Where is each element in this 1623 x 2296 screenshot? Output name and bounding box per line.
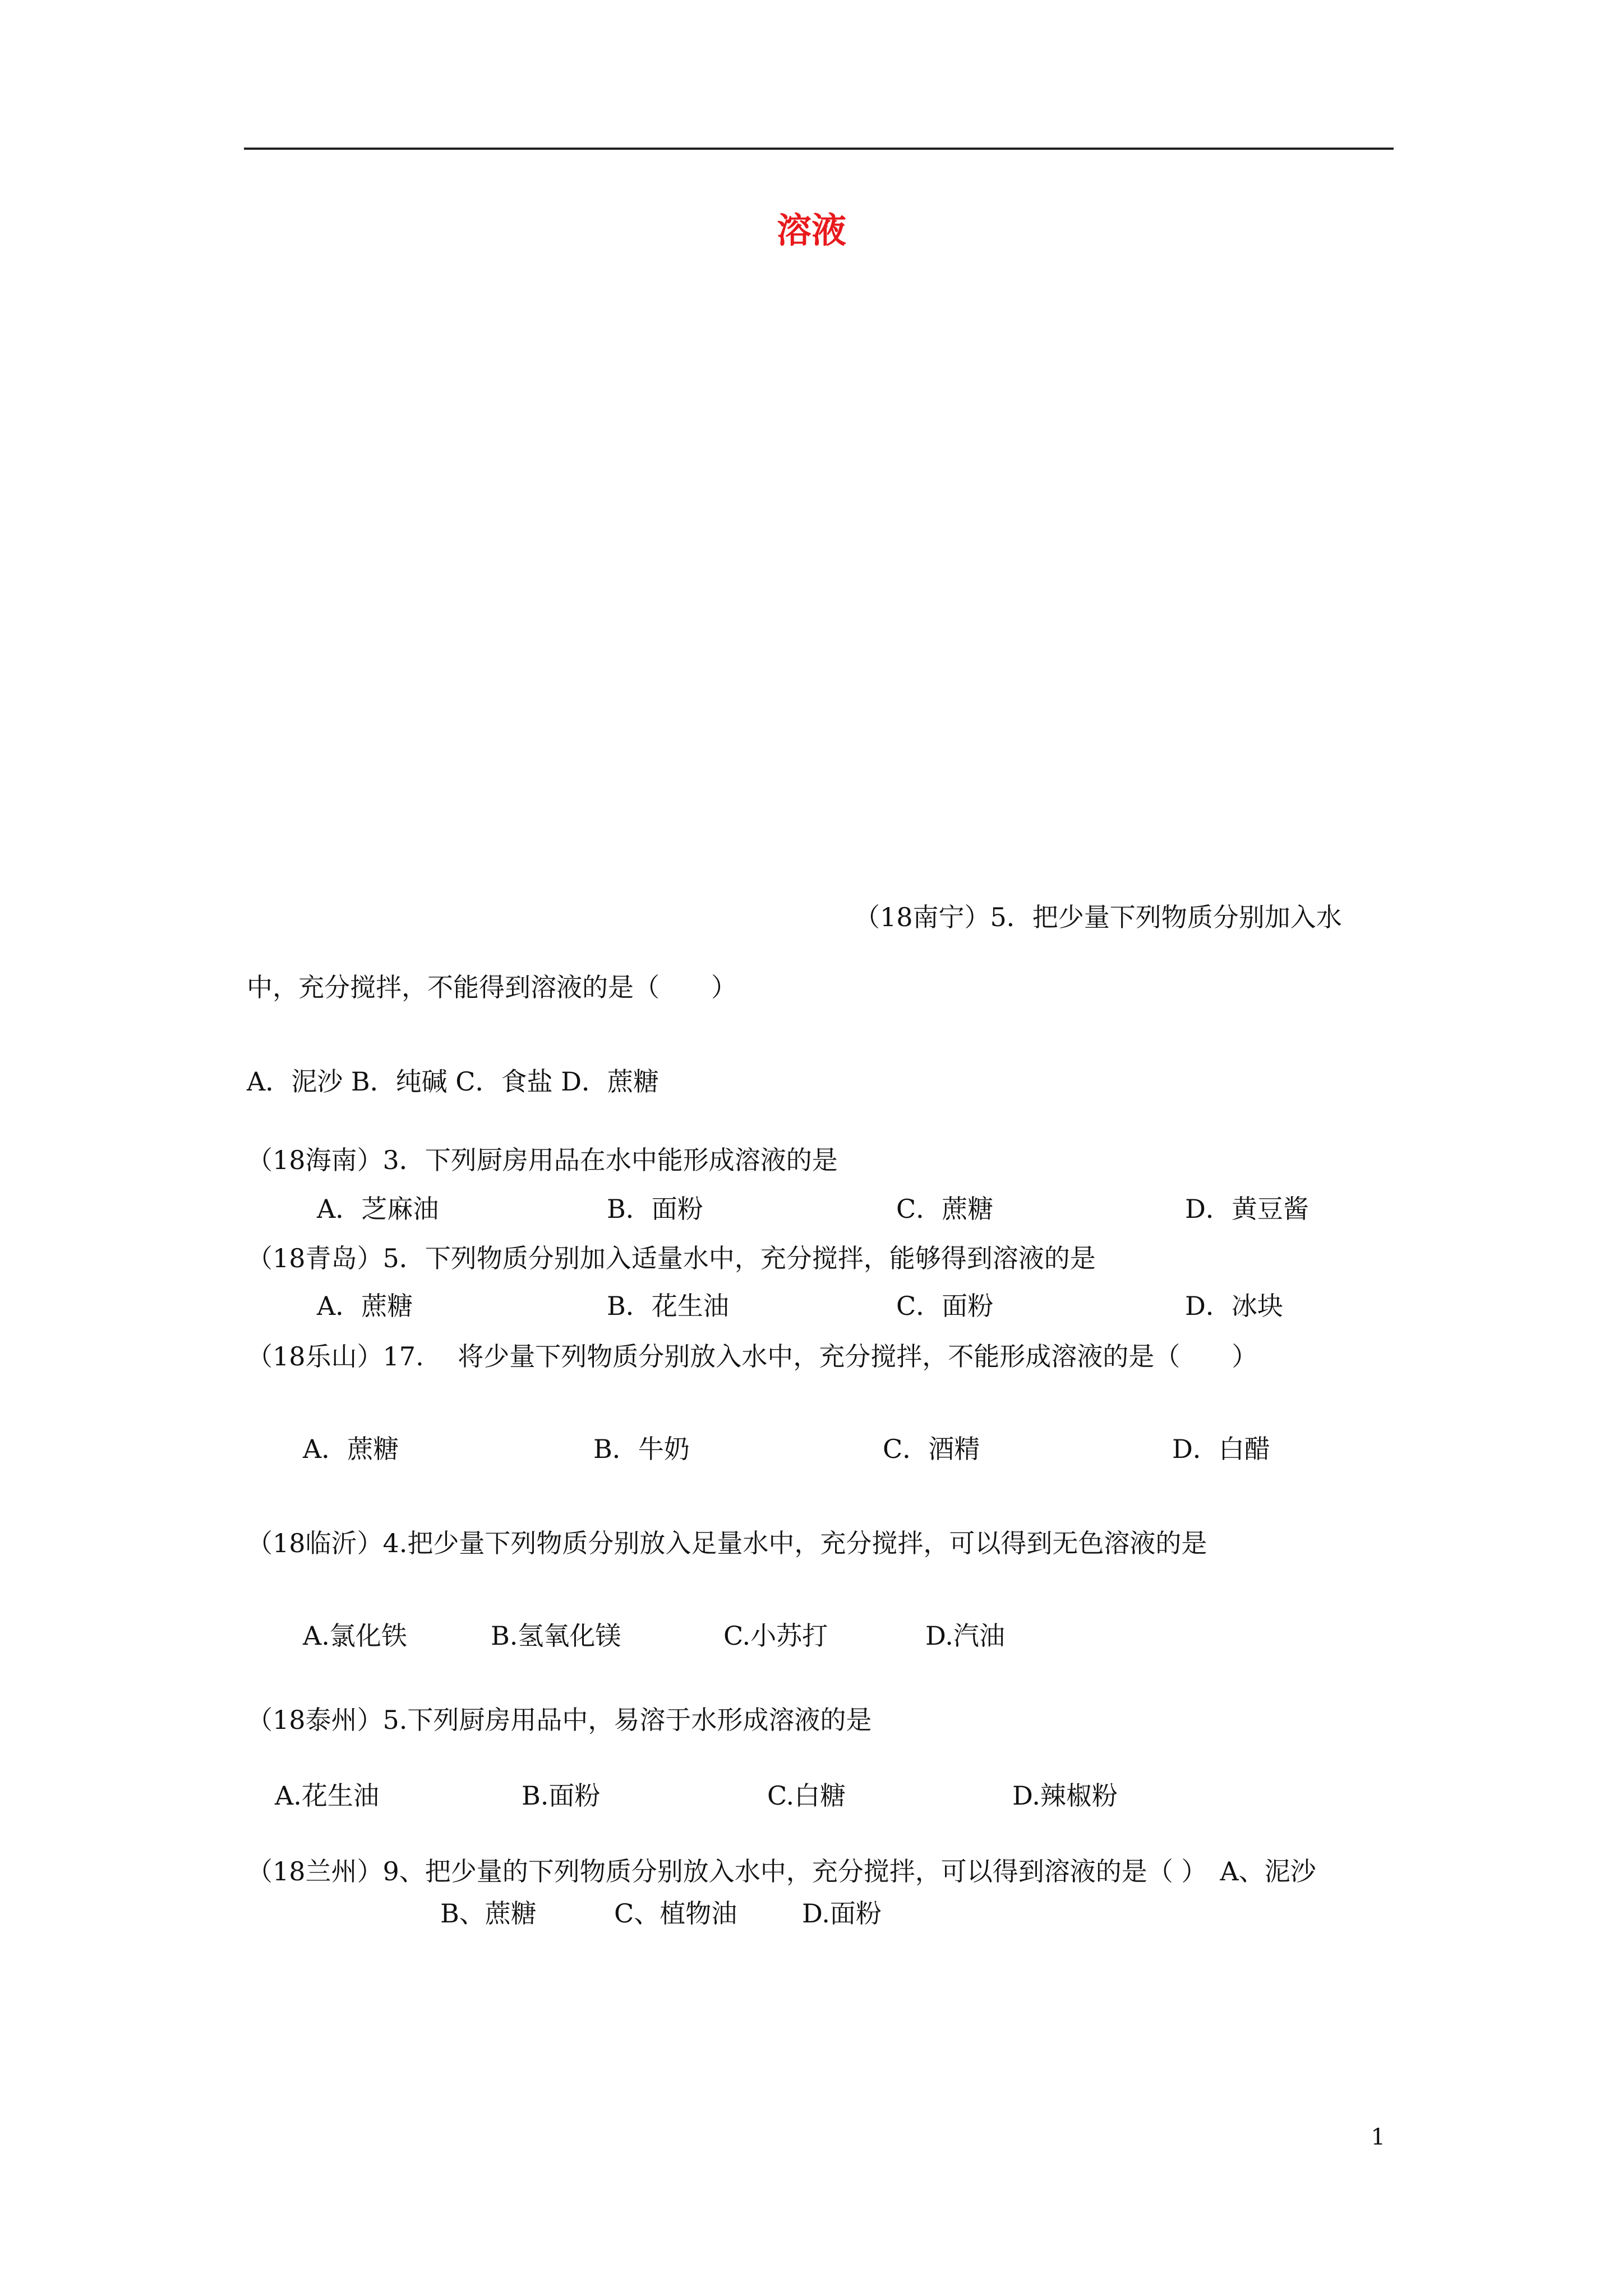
question-5-option-a: A.氯化铁 [303, 1621, 407, 1651]
question-2-option-a: A．芝麻油 [317, 1194, 439, 1224]
question-4-option-b: B．牛奶 [593, 1434, 690, 1464]
question-4-option-a: A．蔗糖 [303, 1434, 399, 1464]
question-7-option-d: D.面粉 [802, 1898, 882, 1929]
question-4-stem: （18乐山）17. 将少量下列物质分别放入水中，充分搅拌，不能形成溶液的是（ ） [247, 1341, 1258, 1372]
header-rule [244, 148, 1394, 150]
question-2-stem: （18海南）3．下列厨房用品在水中能形成溶液的是 [247, 1145, 838, 1175]
question-4-option-d: D．白醋 [1172, 1434, 1270, 1464]
question-1-line-2: 中，充分搅拌，不能得到溶液的是（ ） [247, 972, 737, 1002]
page-title: 溶液 [776, 210, 846, 251]
question-6-stem: （18泰州）5.下列厨房用品中，易溶于水形成溶液的是 [247, 1705, 872, 1735]
question-3-option-b: B．花生油 [607, 1291, 729, 1321]
question-5-stem: （18临沂）4.把少量下列物质分别放入足量水中，充分搅拌，可以得到无色溶液的是 [247, 1528, 1207, 1558]
question-2-option-b: B．面粉 [607, 1194, 703, 1224]
question-1-options: A．泥沙 B．纯碱 C．食盐 D．蔗糖 [247, 1066, 659, 1097]
question-2-option-c: C．蔗糖 [896, 1194, 994, 1224]
question-1-line-1: （18南宁）5．把少量下列物质分别加入水 [854, 902, 1342, 932]
question-5-option-d: D.汽油 [925, 1621, 1005, 1651]
question-3-option-d: D．冰块 [1185, 1291, 1283, 1321]
question-7-option-b: B、蔗糖 [440, 1898, 537, 1929]
question-2-option-d: D．黄豆酱 [1185, 1194, 1309, 1224]
question-6-option-b: B.面粉 [522, 1780, 601, 1811]
question-7-option-c: C、植物油 [614, 1898, 737, 1929]
question-3-option-c: C．面粉 [896, 1291, 994, 1321]
question-4-option-c: C．酒精 [883, 1434, 980, 1464]
page-number: 1 [1371, 2124, 1385, 2150]
question-5-option-b: B.氢氧化镁 [491, 1621, 621, 1651]
question-7-stem: （18兰州）9、把少量的下列物质分别放入水中，充分搅拌，可以得到溶液的是（ ） A、泥沙 [247, 1856, 1316, 1887]
question-3-option-a: A．蔗糖 [317, 1291, 413, 1321]
question-3-stem: （18青岛）5．下列物质分别加入适量水中，充分搅拌，能够得到溶液的是 [247, 1243, 1096, 1273]
question-5-option-c: C.小苏打 [723, 1621, 828, 1651]
question-6-option-d: D.辣椒粉 [1012, 1780, 1118, 1811]
question-6-option-c: C.白糖 [767, 1780, 846, 1811]
question-6-option-a: A.花生油 [275, 1780, 379, 1811]
